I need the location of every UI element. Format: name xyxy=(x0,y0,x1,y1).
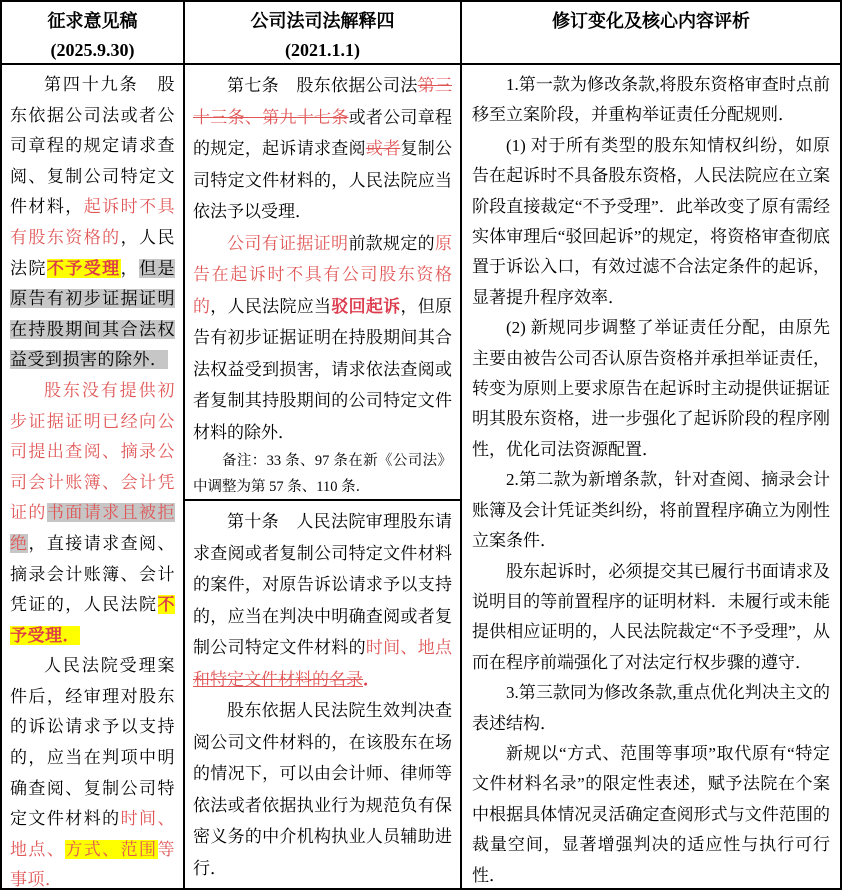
text-run: 或者公司章程的规定，起诉请求查阅 xyxy=(193,107,453,158)
text-run: 不予受理 xyxy=(46,258,121,278)
text-run: 股东没有提供初步证据证明已经向公司提出查阅、摘录公司会计账簿、会计凭证的 xyxy=(10,380,175,523)
paragraph xyxy=(10,376,175,651)
header-interpretation-title: 公司法司法解释四 xyxy=(250,11,395,31)
remark-note xyxy=(193,448,452,500)
text-run: 第七条 股东依据公司法 xyxy=(227,76,418,95)
text-run: 股东依据人民法院生效判决查阅公司文件材料的，在该股东在场的情况下，可以由会计师、律师等依法或者依据执业行为规范负有保密义务的中介机构执业人员辅助进行． xyxy=(193,701,452,878)
paragraph xyxy=(472,313,830,465)
text-run: 前款规定的 xyxy=(348,233,436,253)
text-run: 第三十三条、第九十七条 xyxy=(193,76,453,127)
header-analysis-title: 修订变化及核心内容评析 xyxy=(552,11,750,31)
text-run: 第四十九条 股东依据公司法或者公司章程的规定请求查阅、复制公司特定文件材料， xyxy=(10,75,175,217)
text-run: ，直接请求查阅、摘录会计账簿、会计凭证的，人民法院 xyxy=(10,533,175,615)
cell-interpretation-article-7 xyxy=(185,65,462,501)
paragraph xyxy=(10,70,175,376)
text-run: ，人民法院 xyxy=(10,227,175,278)
text-run: 1.第一款为修改条款,将股东资格审查时点前移至立案阶段，并重构举证责任分配规则． xyxy=(472,75,830,125)
header-draft-column xyxy=(2,2,185,65)
text-run: ， xyxy=(120,258,140,278)
paragraph xyxy=(10,651,175,888)
text-run: 新规以“方式、范围等事项”取代原有“特定文件材料名录”的限定性表述，赋予法院在个案中根据具体情况灵活确定查阅形式与文件范围的裁量空间，显著增强判决的适应性与执行可行性． xyxy=(472,743,830,885)
paragraph xyxy=(193,506,452,695)
paragraph xyxy=(193,228,452,449)
paragraph xyxy=(193,70,452,228)
paragraph xyxy=(472,465,830,556)
cell-draft-article-49 xyxy=(2,65,185,888)
text-run: 公司有证据证明 xyxy=(227,233,349,253)
text-run: 复制公司特定文件材料的，人民法院应当依法予以受理． xyxy=(193,139,453,221)
text-run: 2.第二款为新增条款，针对查阅、摘录会计账簿及会计凭证类纠纷，将前置程序确立为刚性立案条件． xyxy=(472,470,830,551)
header-draft-title: 征求意见稿 xyxy=(47,11,138,31)
header-analysis-column xyxy=(462,2,840,65)
paragraph xyxy=(472,557,830,679)
text-run: 时间、地点 xyxy=(365,638,453,657)
text-run: 方式、范围 xyxy=(65,839,158,859)
paragraph xyxy=(472,739,830,888)
text-run: ． xyxy=(363,669,380,689)
header-interpretation-date: (2021.1.1) xyxy=(285,40,360,60)
text-run: 第十条 人民法院审理股东请求查阅或者复制公司特定文件材料的案件，对原告诉讼请求予以支持的，应当在判决中明确查阅或者复制公司特定文件材料的 xyxy=(193,512,452,657)
paragraph xyxy=(472,678,830,739)
text-run: ，人民法院应当 xyxy=(210,296,332,316)
text-run: 驳回起诉 xyxy=(331,296,401,316)
text-run: (1) 对于所有类型的股东知情权纠纷，如原告在起诉时不具备股东资格，人民法院应在立案阶段直接裁定“不予受理”．此举改变了原有需经实体审理后“驳回起诉”的规定，将资格审查彻底置于诉讼入口，有效过滤不合法定条件的起诉，显著提升程序效率． xyxy=(472,135,830,307)
paragraph xyxy=(193,695,452,884)
cell-analysis-commentary xyxy=(462,65,840,888)
paragraph xyxy=(472,131,830,313)
header-draft-date: (2025.9.30) xyxy=(50,40,135,60)
text-run: 书面请求且被拒绝 xyxy=(10,503,175,553)
text-run: 3.第三款同为修改条款,重点优化判决主文的表述结构． xyxy=(472,683,830,733)
text-run: 但是原告有初步证据证明在持股期间其合法权益受到损害的除外． xyxy=(10,258,175,370)
header-interpretation-column xyxy=(185,2,462,65)
text-run: 等事项． xyxy=(10,839,175,888)
text-run: 和特定文件材料的名录 xyxy=(193,669,363,689)
text-run: 时间、地点、 xyxy=(10,809,175,859)
cell-interpretation-article-10 xyxy=(185,501,462,888)
text-run: 人民法院受理案件后，经审理对股东的诉讼请求予以支持的，应当在判项中明确查阅、复制公司特定文件材料的 xyxy=(10,656,175,829)
text-run: 股东起诉时，必须提交其已履行书面请求及说明目的等前置程序的证明材料．未履行或未能提供相应证明的，人民法院裁定“不予受理”，从而在程序前端强化了对法定行权步骤的遵守． xyxy=(472,561,830,672)
text-run: 备注：33 条、97 条在新《公司法》中调整为第 57 条、110 条． xyxy=(193,453,452,495)
text-run: 或者 xyxy=(365,139,401,158)
text-run: 原告在起诉时不具有公司股东资格的 xyxy=(193,233,453,316)
text-run: 起诉时不具有股东资格的 xyxy=(10,197,175,247)
paragraph xyxy=(472,70,830,131)
text-run: (2) 新规同步调整了举证责任分配，由原先主要由被告公司否认原告资格并承担举证责任，转变为原则上要求原告在起诉时主动提供证据证明其股东资格，进一步强化了起诉阶段的程序刚性，优化司法资源配置． xyxy=(472,318,830,459)
text-run: 不予受理． xyxy=(10,595,175,645)
text-run: ，但原告有初步证据证明在持股期间其合法权益受到损害，请求依法查阅或者复制其持股期间的公司特定文件材料的除外． xyxy=(193,296,453,442)
